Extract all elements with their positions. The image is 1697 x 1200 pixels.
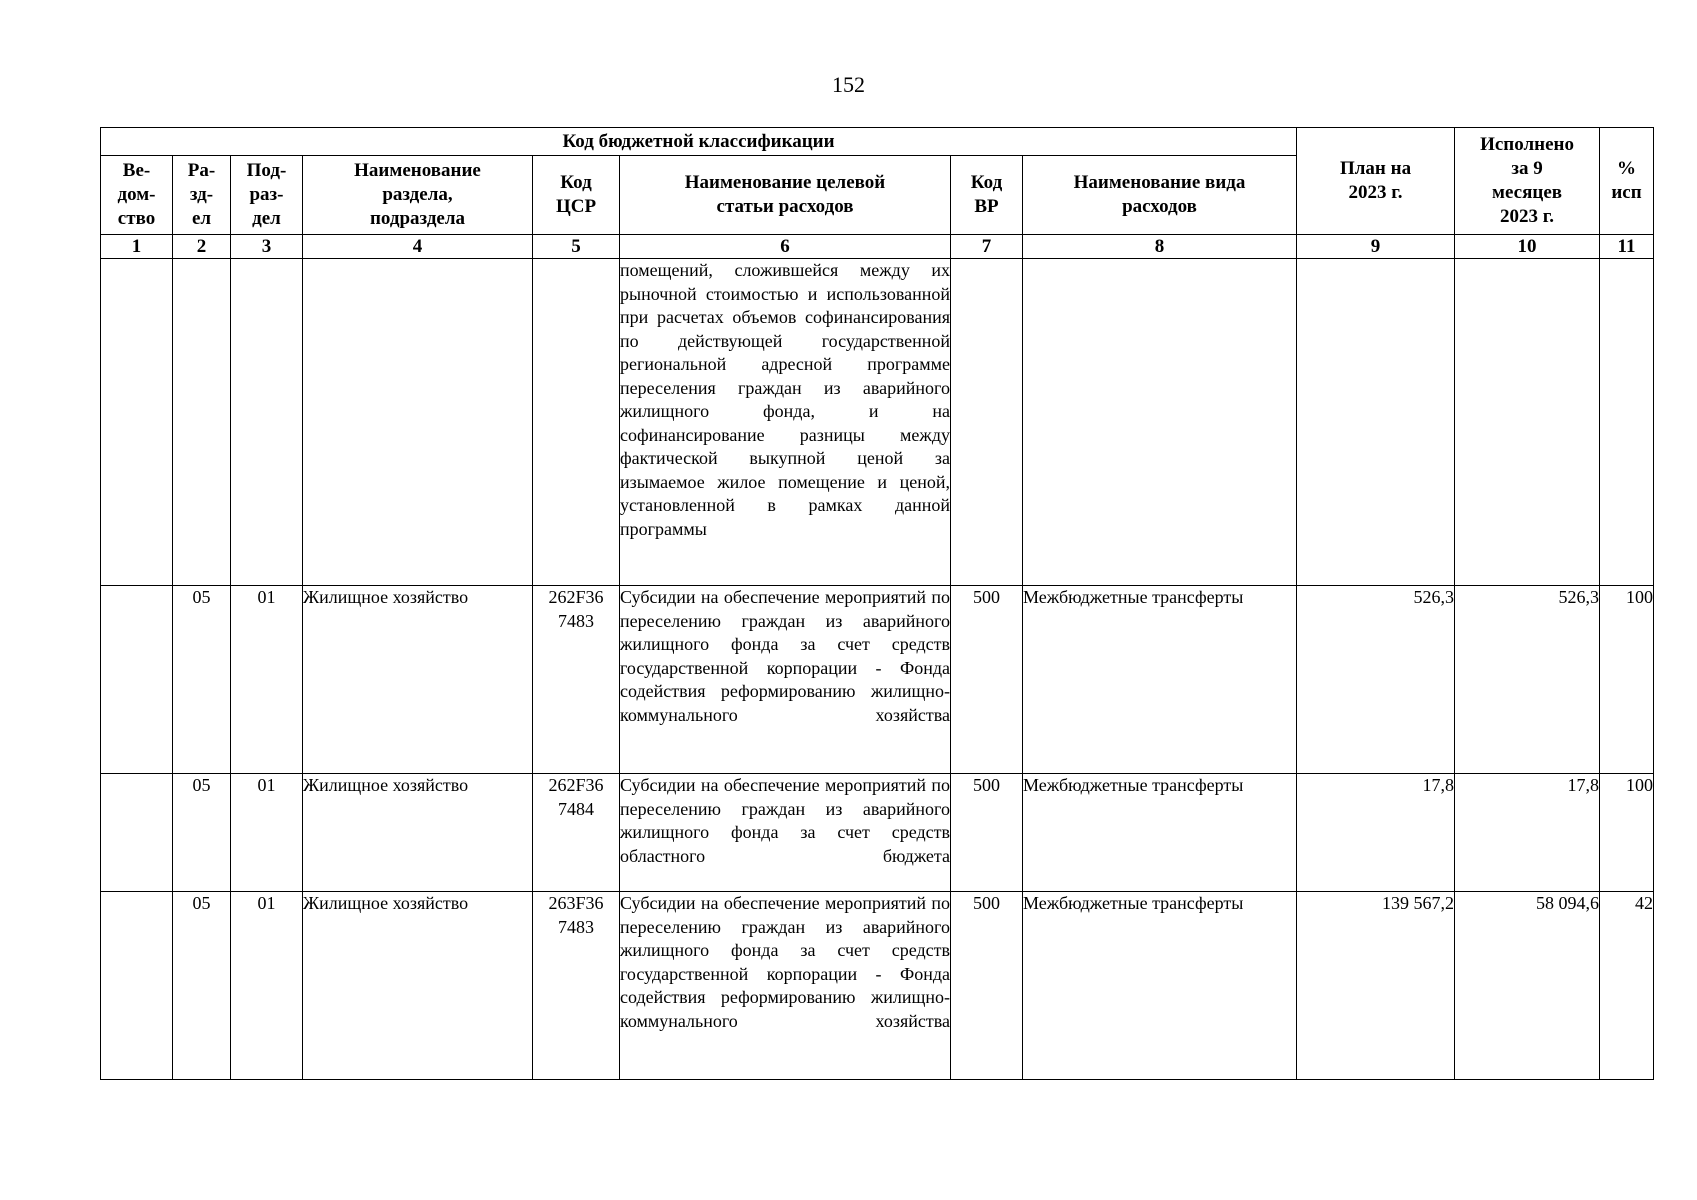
cell-vedomstvo	[101, 892, 173, 1080]
cell-done: 526,3	[1455, 586, 1600, 774]
col-header-done: Исполнено за 9 месяцев 2023 г.	[1455, 128, 1600, 235]
col-number: 1	[101, 235, 173, 259]
csr-line: 7483	[558, 610, 594, 631]
cell-csr	[533, 586, 620, 774]
col-number: 8	[1023, 235, 1297, 259]
col-number: 5	[533, 235, 620, 259]
cell-podrazdel: 01	[231, 774, 303, 892]
col-header-target-name: Наименование целевой статьи расходов	[620, 156, 951, 235]
cell-vedomstvo	[101, 774, 173, 892]
cell-vr	[951, 259, 1023, 586]
col-number: 9	[1297, 235, 1455, 259]
table-row-continuation	[101, 259, 1654, 586]
header-group-row	[101, 128, 1654, 156]
col-number: 6	[620, 235, 951, 259]
page-number: 152	[832, 72, 865, 97]
cell-target-name-continued	[620, 259, 951, 586]
col-header-csr: Код ЦСР	[533, 156, 620, 235]
col-number: 3	[231, 235, 303, 259]
column-number-row	[101, 235, 1654, 259]
table-row	[101, 892, 1654, 1080]
cell-razdel: 05	[173, 892, 231, 1080]
cell-vr: 500	[951, 774, 1023, 892]
target-name-text: Субсидии на обеспечение мероприятий по переселению граждан из аварийного жилищного фонда за счет средств государственной корпорации - Фонда содействия реформированию жилищно-коммунального хозяйства	[620, 587, 950, 725]
cell-target-name	[620, 586, 951, 774]
col-header-vedomstvo: Ве- дом- ство	[101, 156, 173, 235]
cell-csr	[533, 892, 620, 1080]
cell-vr-name	[1023, 259, 1297, 586]
col-number: 2	[173, 235, 231, 259]
col-header-plan: План на 2023 г.	[1297, 128, 1455, 235]
cell-vr-name: Межбюджетные трансферты	[1023, 774, 1297, 892]
cell-plan: 526,3	[1297, 586, 1455, 774]
cell-target-name	[620, 774, 951, 892]
target-name-text: Субсидии на обеспечение мероприятий по переселению граждан из аварийного жилищного фонда за счет средств государственной корпорации - Фонда содействия реформированию жилищно-коммунального хозяйства	[620, 893, 950, 1031]
col-header-vr: Код ВР	[951, 156, 1023, 235]
cell-podrazdel: 01	[231, 892, 303, 1080]
col-header-vr-name: Наименование вида расходов	[1023, 156, 1297, 235]
cell-podrazdel	[231, 259, 303, 586]
continuation-text: помещений, сложившейся между их рыночной стоимостью и использованной при расчетах объемов софинансирования по действующей государственной региональной адресной программе переселения граждан из аварийного жилищного фонда, и на софинансирование разницы между фактической выкупной ценой за изымаемое жилое помещение и ценой, установленной в рамках данной программы	[620, 260, 950, 539]
col-number: 10	[1455, 235, 1600, 259]
csr-line: 262F36	[548, 775, 604, 795]
cell-pct	[1600, 259, 1654, 586]
cell-razdel-name: Жилищное хозяйство	[303, 774, 533, 892]
cell-razdel-name: Жилищное хозяйство	[303, 892, 533, 1080]
csr-line: 263F36	[548, 893, 604, 913]
csr-line: 7483	[558, 916, 594, 937]
col-number: 11	[1600, 235, 1654, 259]
col-number: 4	[303, 235, 533, 259]
cell-razdel-name: Жилищное хозяйство	[303, 586, 533, 774]
cell-vr-name: Межбюджетные трансферты	[1023, 892, 1297, 1080]
cell-csr	[533, 774, 620, 892]
cell-pct: 42	[1600, 892, 1654, 1080]
col-header-razdel: Ра- зд- ел	[173, 156, 231, 235]
cell-plan: 139 567,2	[1297, 892, 1455, 1080]
table-row	[101, 774, 1654, 892]
cell-razdel: 05	[173, 586, 231, 774]
cell-vr-name: Межбюджетные трансферты	[1023, 586, 1297, 774]
cell-done: 58 094,6	[1455, 892, 1600, 1080]
cell-target-name	[620, 892, 951, 1080]
col-header-razdel-name: Наименование раздела, подраздела	[303, 156, 533, 235]
cell-razdel-name	[303, 259, 533, 586]
budget-table	[100, 127, 1654, 1080]
cell-done: 17,8	[1455, 774, 1600, 892]
target-name-text: Субсидии на обеспечение мероприятий по переселению граждан из аварийного жилищного фонда за счет средств областного бюджета	[620, 775, 950, 866]
cell-plan: 17,8	[1297, 774, 1455, 892]
cell-csr	[533, 259, 620, 586]
cell-razdel	[173, 259, 231, 586]
col-header-podrazdel: Под- раз- дел	[231, 156, 303, 235]
cell-pct: 100	[1600, 774, 1654, 892]
group-title: Код бюджетной классификации	[101, 128, 1297, 156]
csr-line: 262F36	[548, 587, 604, 607]
col-header-pct: % исп	[1600, 128, 1654, 235]
cell-vr: 500	[951, 892, 1023, 1080]
cell-vr: 500	[951, 586, 1023, 774]
cell-vedomstvo	[101, 586, 173, 774]
cell-plan	[1297, 259, 1455, 586]
csr-line: 7484	[558, 798, 594, 819]
cell-pct: 100	[1600, 586, 1654, 774]
table-row	[101, 586, 1654, 774]
col-number: 7	[951, 235, 1023, 259]
cell-vedomstvo	[101, 259, 173, 586]
cell-razdel: 05	[173, 774, 231, 892]
cell-done	[1455, 259, 1600, 586]
cell-podrazdel: 01	[231, 586, 303, 774]
